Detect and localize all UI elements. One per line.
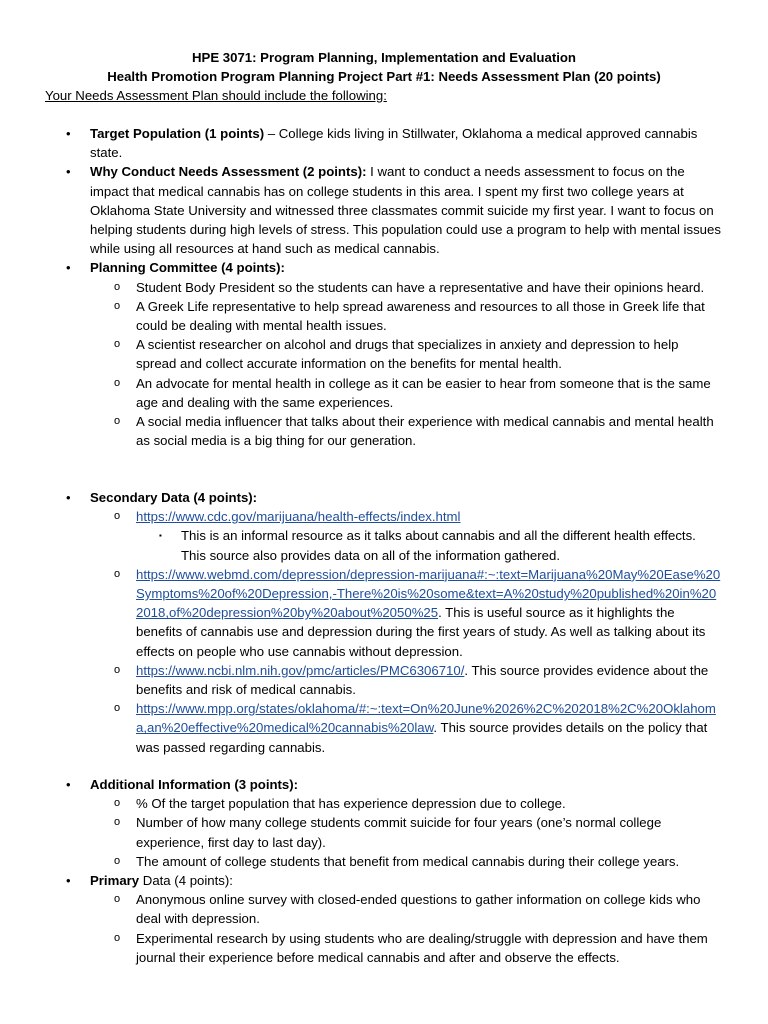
committee-member — [0, 374, 722, 412]
primary-data-point — [0, 890, 722, 928]
source-text: . This is useful source as it highlights the benefits of cannabis use and depression during the first years of study. As well as talking about its effects on people who use cannabis without depression. — [136, 605, 706, 659]
committee-member-text: A scientist researcher on alcohol and drugs that specializes in anxiety and depression to help spread and collect accurate information on the benefits for mental health. — [136, 337, 679, 372]
secondary-data-label: Secondary Data (4 points): — [90, 490, 258, 505]
secondary-data-item — [0, 488, 722, 507]
primary-data-label: Primary — [90, 873, 140, 889]
circle-bullet-icon: o — [114, 931, 121, 944]
additional-info-item — [0, 775, 722, 794]
primary-data-text: Experimental research by using students who are dealing/struggle with depression and have them journal their experience before medical cannabis and after and observe the effects. — [136, 930, 708, 965]
target-population-text: – College kids living in Stillwater, Oklahoma a medical approved cannabis state. — [90, 126, 698, 161]
square-bullet-icon: ▪ — [159, 531, 162, 541]
source-link-cdc[interactable]: https://www.cdc.gov/marijuana/health-effects/index.html — [136, 509, 461, 525]
source-link-mpp[interactable]: https://www.mpp.org/states/oklahoma/#:~:text=On%20June%2026%2C%202018%2C%20Oklahoma,an%20effective%20medical%20cannabis%20law — [136, 701, 716, 736]
circle-bullet-icon: o — [114, 797, 121, 810]
primary-data-text: Anonymous online survey with closed-ended questions to gather information on college kids who deal with depression. — [136, 892, 701, 927]
circle-bullet-icon: o — [114, 893, 121, 906]
committee-member — [0, 335, 722, 373]
bullet-icon: • — [66, 164, 71, 180]
committee-member — [0, 278, 722, 297]
circle-bullet-icon: o — [114, 510, 121, 523]
planning-committee-item — [0, 258, 722, 277]
bullet-icon: • — [66, 777, 71, 792]
bullet-icon: • — [66, 126, 71, 141]
target-population-label: Target Population (1 points) — [90, 126, 265, 141]
source-text: . This source provides details on the policy that was passed regarding cannabis. — [136, 720, 708, 755]
source-text: . This source provides evidence about the benefits and risk of medical cannabis. — [136, 662, 709, 698]
source-link-ncbi[interactable]: https://www.ncbi.nlm.nih.gov/pmc/articles/PMC6306710/ — [136, 662, 465, 678]
why-conduct-item — [0, 162, 722, 258]
circle-bullet-icon: o — [114, 280, 121, 293]
additional-info-point — [0, 794, 722, 813]
bullet-icon: • — [66, 490, 71, 505]
planning-committee-label: Planning Committee (4 points): — [90, 260, 285, 276]
source-note-text: This is an informal resource as it talks about cannabis and all the different health effects. This source also provides data on all of the information gathered. — [181, 528, 696, 563]
additional-info-text: % Of the target population that has experience depression due to college. — [136, 796, 566, 812]
circle-bullet-icon: o — [114, 415, 121, 428]
additional-info-label: Additional Information (3 points): — [90, 777, 299, 792]
circle-bullet-icon: o — [114, 854, 121, 867]
source-item — [0, 661, 722, 699]
primary-data-item — [0, 871, 722, 890]
why-conduct-text: I want to conduct a needs assessment to focus on the impact that medical cannabis has on college students in this area. I spent my first two college years at Oklahoma State University and witnessed three classmates commit suicide my first year. I want to focus on helping students during high levels of stress. This population could use a program to help with mental issues while using all resources at hand such as medical cannabis. — [90, 164, 721, 257]
committee-member — [0, 412, 722, 450]
bullet-icon: • — [66, 260, 71, 276]
section-additional — [0, 775, 768, 967]
additional-info-text: Number of how many college students commit suicide for four years (one’s normal college experience, first day to last day). — [136, 815, 662, 850]
document-subtitle: Health Promotion Program Planning Project Part #1: Needs Assessment Plan (20 points) — [107, 69, 661, 84]
committee-member-text: A social media influencer that talks about their experience with medical cannabis and mental health as social media is a big thing for our generation. — [136, 414, 714, 449]
committee-member — [0, 297, 722, 335]
target-population-item — [0, 124, 722, 162]
primary-data-point — [0, 929, 722, 967]
primary-data-label-rest: Data (4 points): — [139, 873, 233, 889]
source-item — [0, 507, 722, 526]
circle-bullet-icon: o — [114, 567, 121, 580]
circle-bullet-icon: o — [114, 299, 121, 312]
source-link-webmd[interactable]: https://www.webmd.com/depression/depression-marijuana#:~:text=Marijuana%20May%20Ease%20Symptoms%20of%20Depression,-There%20is%20some&text=A%20study%20published%20in%202018,of%20depression%20by%20about%2050%25 — [136, 566, 721, 621]
section-main — [0, 124, 768, 450]
committee-member-text: A Greek Life representative to help spread awareness and resources to all those in Greek life that could be dealing with mental health issues. — [136, 298, 705, 334]
circle-bullet-icon: o — [114, 376, 121, 389]
additional-info-point — [0, 852, 722, 871]
additional-info-text: The amount of college students that benefit from medical cannabis during their college years. — [136, 853, 680, 869]
circle-bullet-icon: o — [114, 663, 121, 676]
additional-info-point — [0, 813, 722, 851]
committee-member-text: An advocate for mental health in college as it can be easier to hear from someone that is the same age and dealing with the same experiences. — [136, 375, 711, 410]
circle-bullet-icon: o — [114, 338, 121, 351]
source-note — [0, 526, 722, 564]
why-conduct-label: Why Conduct Needs Assessment (2 points): — [90, 164, 367, 180]
bullet-icon: • — [66, 873, 71, 889]
circle-bullet-icon: o — [114, 702, 121, 715]
circle-bullet-icon: o — [114, 816, 121, 829]
document-title: HPE 3071: Program Planning, Implementation and Evaluation — [192, 50, 576, 65]
committee-member-text: Student Body President so the students can have a representative and have their opinions heard. — [136, 279, 705, 295]
source-item — [0, 565, 722, 661]
intro-heading: Your Needs Assessment Plan should include the following: — [45, 88, 387, 103]
source-item — [0, 699, 722, 757]
section-secondary-data — [0, 488, 768, 757]
